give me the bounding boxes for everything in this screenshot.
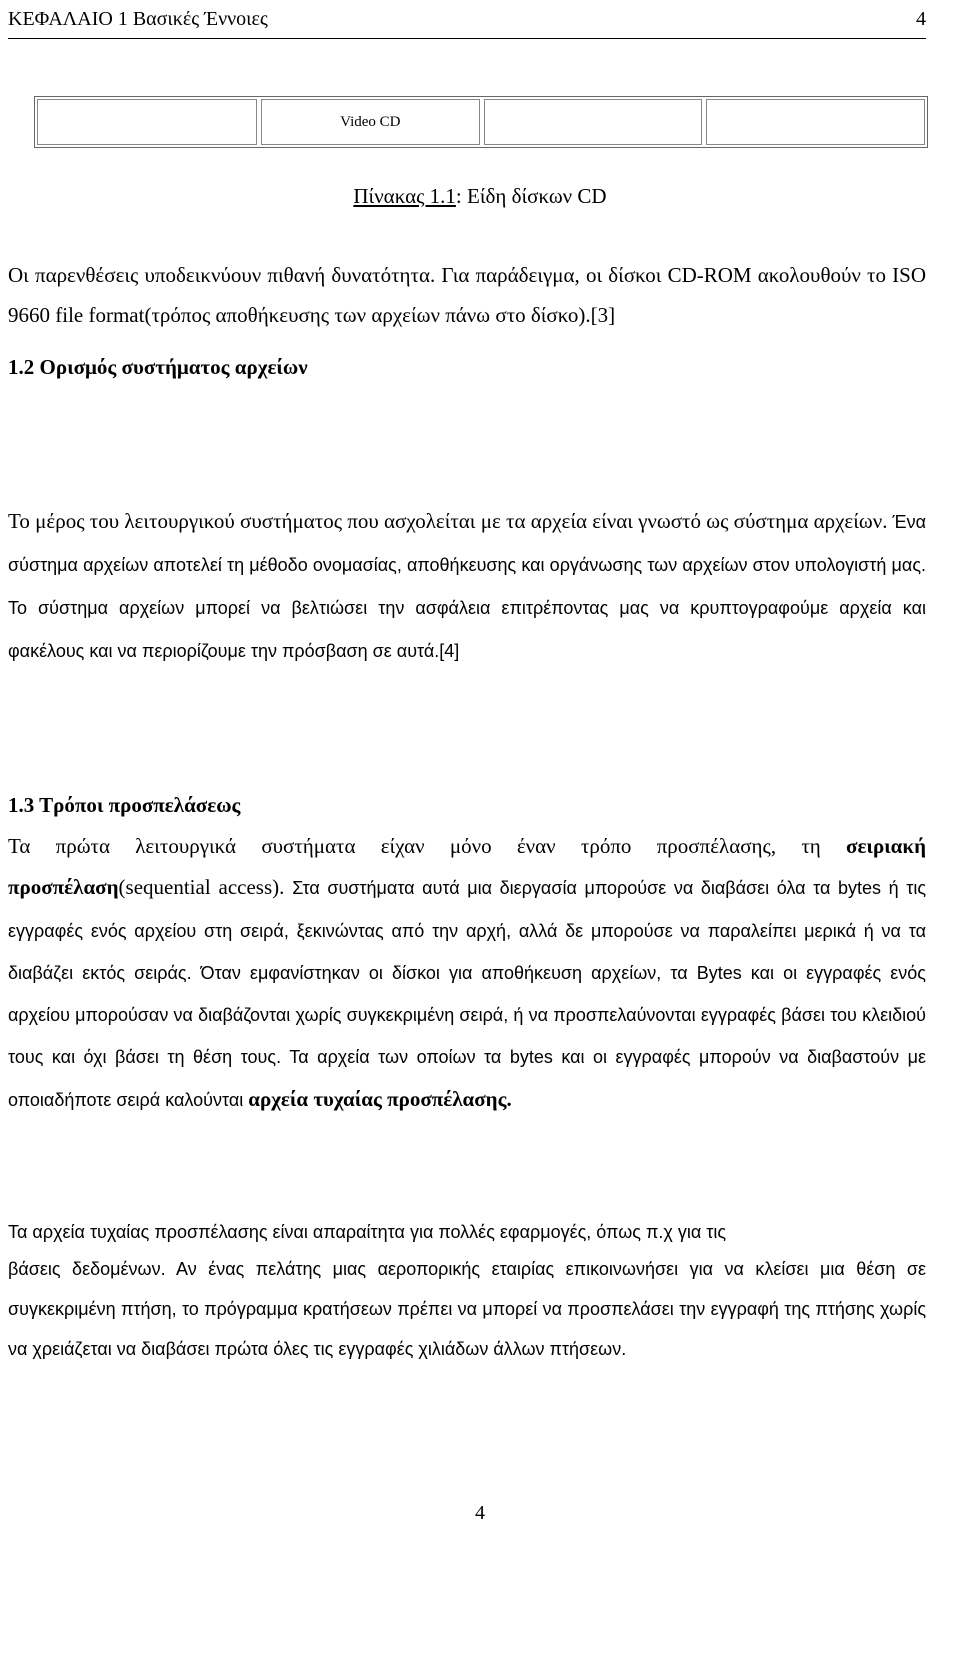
- header-page-number: 4: [916, 8, 926, 30]
- paragraph-sentence: Ένα σύστημα αρχείων αποτελεί τη μέθοδο ονομασίας, αποθήκευσης και οργάνωσης των αρχείων στον υπολογιστή μας. Το σύστημα αρχείων μπορεί να βελτιώσει την ασφάλεια επιτρέποντας μας να κρυπτογραφούμε αρχεία και φακέλους και να περιορίζουμε την πρόσβαση σε αυτά.[4]: [8, 512, 926, 661]
- cd-types-table: [34, 96, 928, 148]
- random-access-paragraph: [8, 1215, 926, 1369]
- bold-term: σειριακή προσπέλαση: [8, 834, 926, 900]
- caption-text: : Είδη δίσκων CD: [455, 184, 607, 208]
- caption-label: Πίνακας 1.1: [353, 184, 456, 208]
- table-cell: [37, 99, 257, 145]
- bold-term: αρχεία τυχαίας προσπέλασης.: [248, 1086, 512, 1111]
- section-1-3-paragraph: [8, 826, 926, 1121]
- table-cell: [706, 99, 925, 145]
- footer-page-number: 4: [475, 1502, 485, 1524]
- paragraph-text: (sequential access).: [118, 875, 293, 900]
- paragraph-text: βάσεις δεδομένων. Αν ένας πελάτης μιας αεροπορικής εταιρίας επικοινωνήσει για να κλείσει μια θέση σε συγκεκριμένη πτήση, το πρόγραμμα κρατήσεων πρέπει να μπορεί να προσπελάσει την εγγραφή της πτήσης χωρίς να χρειάζεται να διαβάσει πρώτα όλες τις εγγραφές χιλιάδων άλλων πτήσεων.: [8, 1259, 926, 1359]
- paragraph-sentence: Το μέρος του λειτουργικού συστήματος που ασχολείται με τα αρχεία είναι γνωστό ως σύστημα αρχείων.: [8, 509, 888, 533]
- section-1-2-paragraph: [8, 500, 926, 672]
- table-cell: [484, 99, 703, 145]
- table-caption: [0, 184, 960, 209]
- paragraph-text: Τα πρώτα λειτουργικά συστήματα είχαν μόνο έναν τρόπο προσπέλασης, τη: [8, 834, 847, 858]
- paragraph-text: Στα συστήματα αυτά μια διεργασία μπορούσε να διαβάσει όλα τα bytes ή τις εγγραφές ενός αρχείου στη σειρά, ξεκινώντας από την αρχή, αλλά δε μπορούσε να παραλείπει μερικά ή να τα διαβάζει εκτός σειράς. Όταν εμφανίστηκαν οι δίσκοι για αποθήκευση αρχείων, τα Bytes και οι εγγραφές ενός αρχείου μπορούσαν να διαβάζονται χωρίς συγκεκριμένη σειρά, ή να προσπελαύνονται εγγραφές βάσει του κλειδιού τους και όχι βάσει τη θέση τους. Τα αρχεία των οποίων τα bytes και οι εγγραφές μπορούν να διαβαστούν με οποιαδήποτε σειρά καλούνται: [8, 878, 926, 1110]
- table-cell-video-cd: Video CD: [261, 99, 480, 145]
- note-paragraph: Οι παρενθέσεις υποδεικνύουν πιθανή δυνατότητα. Για παράδειγμα, οι δίσκοι CD-ROM ακολουθούν το ISO 9660 file format(τρόπος αποθήκευσης των αρχείων πάνω στο δίσκο).[3]: [8, 263, 926, 327]
- page-header: [8, 0, 926, 39]
- section-heading-1-2: 1.2 Ορισμός συστήματος αρχείων: [8, 355, 308, 379]
- chapter-title: ΚΕΦΑΛΑΙΟ 1 Βασικές Έννοιες: [8, 8, 268, 30]
- section-heading-1-3: 1.3 Τρόποι προσπελάσεως: [8, 793, 241, 817]
- paragraph-line: Τα αρχεία τυχαίας προσπέλασης είναι απαραίτητα για πολλές εφαρμογές, όπως π.χ για τις: [8, 1222, 727, 1242]
